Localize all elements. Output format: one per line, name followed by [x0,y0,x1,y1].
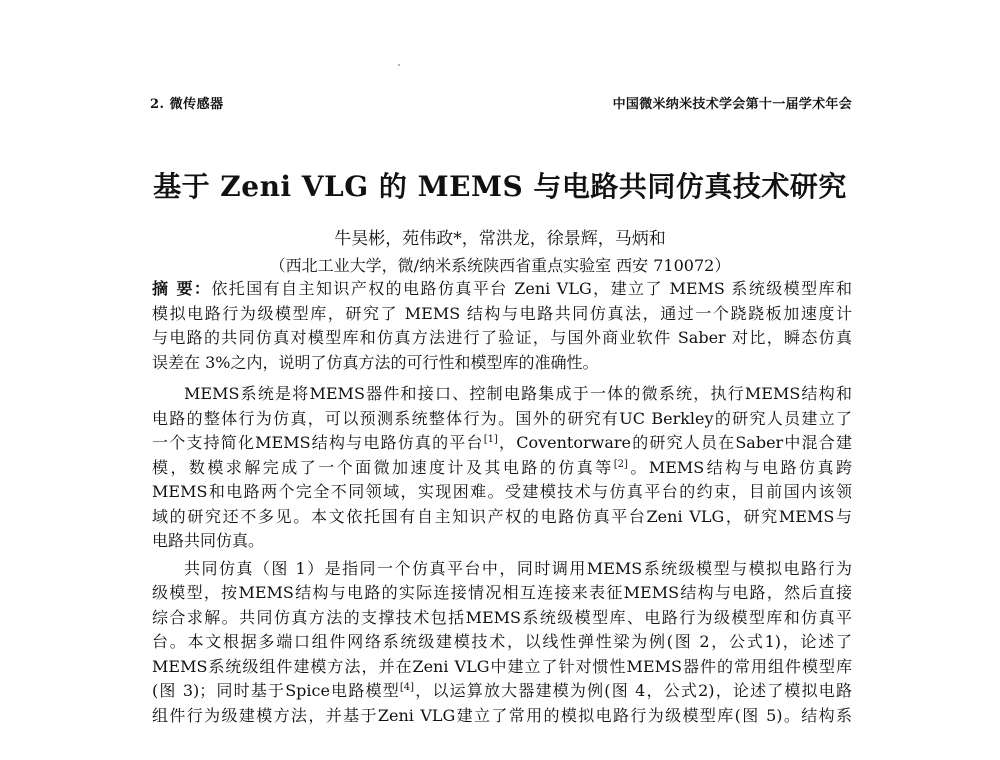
paragraph-line [152,431,852,456]
paragraph-line-text: 。MEMS结构与电路仿真跨 [627,457,852,477]
paragraph-line-text: (图 3)；同时基于Spice电路模型 [152,681,400,700]
paragraph-line-text: 模，数模求解完成了一个面微加速度计及其电路的仿真等 [152,457,614,477]
abstract-line: 误差在 3%之内，说明了仿真方法的可行性和模型库的准确性。 [152,352,599,372]
body-text [152,382,852,728]
citation-ref: [1] [483,434,498,445]
running-header-conference: 中国微米纳米技术学会第十一届学术年会 [612,97,852,112]
abstract-label: 摘 要： [152,279,212,298]
paragraph-line-text: ，以运算放大器建模为例(图 4，公式2)，论述了模拟电路 [414,681,852,700]
abstract-line-text: 依托国有自主知识产权的电路仿真平台 Zeni VLG，建立了 MEMS 系统级模型库和 [211,279,852,298]
abstract-line [152,277,852,302]
paragraph-line: 电路共同仿真。 [152,531,265,550]
paper-title: 基于 Zeni VLG 的 MEMS 与电路共同仿真技术研究 [153,170,847,203]
paragraph-line: 级模型，按MEMS结构与电路的实际连接情况相互连接来表征MEMS结构与电路，然后直接 [152,583,852,602]
paragraph-line: 域的研究还不多见。本文依托国有自主知识产权的电路仿真平台Zeni VLG，研究MEMS与 [152,506,852,526]
paragraph-line: 综合求解。共同仿真方法的支撑技术包括MEMS系统级模型库、电路行为级模型库和仿真平 [152,607,852,627]
paragraph-line [152,679,852,704]
citation-ref: [2] [613,458,628,470]
affiliation: （西北工业大学，微/纳米系统陕西省重点实验室 西安 710072） [269,256,731,275]
abstract-line: 模拟电路行为级模型库，研究了 MEMS 结构与电路共同仿真法，通过一个跷跷板加速度计 [152,303,852,323]
running-header-section: 2. 微传感器 [150,97,224,112]
citation-ref: [4] [399,682,415,693]
paragraph-line: MEMS系统级组件建模方法，并在Zeni VLG中建立了针对惯性MEMS器件的常用组件模型库 [152,656,852,676]
paragraph-line: 共同仿真（图 1）是指同一个仿真平台中，同时调用MEMS系统级模型与模拟电路行为 [184,558,852,578]
scan-dot [398,64,400,66]
abstract [152,277,852,375]
paragraph-line: 台。本文根据多端口组件网络系统级建模技术，以线性弹性梁为例(图 2，公式1)，论述了 [152,632,852,651]
paragraph-line: 电路的整体行为仿真，可以预测系统整体行为。国外的研究有UC Berkley的研究人员建立了 [152,408,852,428]
paragraph-line: 组件行为级建模方法，并基于Zeni VLG建立了常用的模拟电路行为级模型库(图 5)。结构系 [152,705,852,725]
author-list: 牛昊彬，苑伟政*，常洪龙，徐景辉，马炳和 [334,229,666,249]
abstract-line: 与电路的共同仿真对模型库和仿真方法进行了验证，与国外商业软件 Saber 对比，瞬态仿真 [152,328,852,347]
paragraph-line: MEMS和电路两个完全不同领域，实现困难。受建模技术与仿真平台的约束，目前国内该领 [152,482,852,501]
paragraph-intro [152,382,852,554]
paragraph-line [152,456,852,481]
paragraph-line-text: 一个支持简化MEMS结构与电路仿真的平台 [152,433,484,452]
paragraph-line: MEMS系统是将MEMS器件和接口、控制电路集成于一体的微系统，执行MEMS结构和 [184,384,852,403]
paragraph-line-text: ，Coventorware的研究人员在Saber中混合建 [497,433,852,452]
paragraph-cosim [152,557,852,729]
